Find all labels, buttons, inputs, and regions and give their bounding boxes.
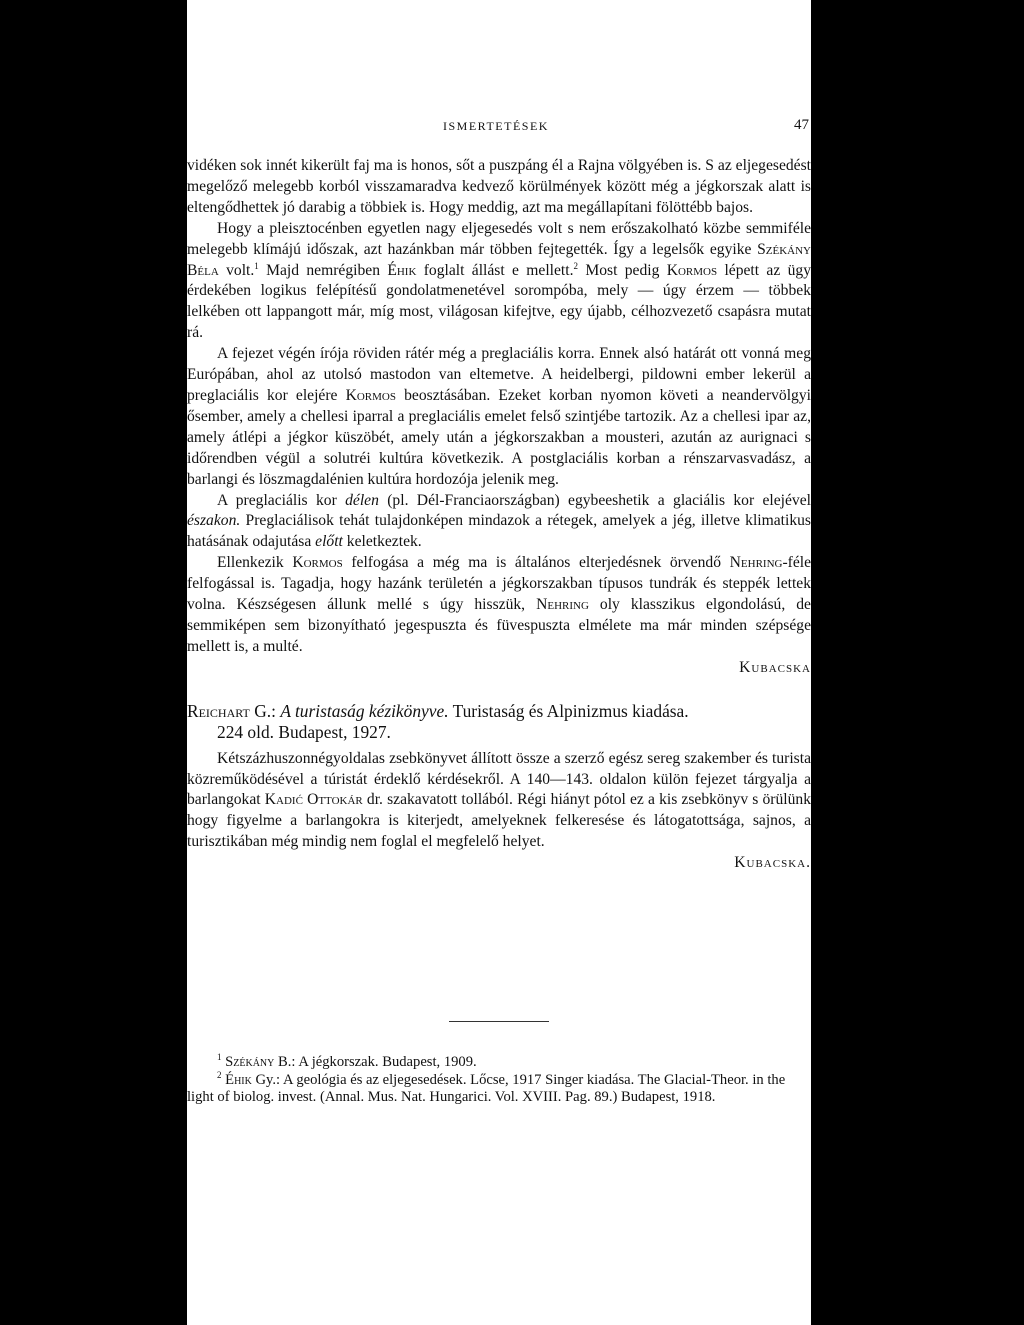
book-details: 224 old. Budapest, 1927. [217, 721, 391, 742]
body-text [187, 156, 811, 874]
emphasis: délen [345, 491, 379, 509]
author-name: Nehring [536, 596, 589, 614]
page-number: 47 [794, 117, 809, 133]
footnote-ref[interactable]: 2 [573, 260, 578, 271]
footnote: $^2$ Éhik Gy.: A geológia és az eljegesedések. Lőcse, 1917 Singer kiadása. The Glacial-Theor. in the light of biolog. invest. (Annal. Mus. Nat. Hungarici. Vol. XVIII. Pag. 89.) Budapest, 1918. [187, 1069, 786, 1105]
running-header [187, 119, 811, 135]
author-name: Éhik [225, 1071, 252, 1088]
author-name: Kormos [345, 386, 396, 404]
footnotes [187, 1054, 811, 1107]
paragraph: A preglaciális kor délen (pl. Dél-Franciaországban) egybeeshetik a glaciális kor elejével északon. Preglaciálisok tehát tulajdonképen mindazok a rétegek, amelyek a jég, illetve klimatikus hatásának odajutása előtt keletkeztek. [187, 491, 811, 551]
author-name: Nehring [729, 554, 783, 572]
author-name: Székány [225, 1054, 275, 1070]
author-name: Székány Béla [187, 240, 811, 279]
paragraph: A fejezet végén írója röviden rátér még a preglaciális korra. Ennek alsó határát ott vonná meg Európában, ahol az utolsó mastodon van eltemetve. A heidelbergi, pildowni ember lekerül a preglaciális kor elejére Kormos beosztásában. Ezeket korban nyomon követi a neandervölgyi ősember, amely a chellesi iparral a preglaciális emelet felső szintjébe tartozik. Az a chellesi ipar az, amely átlépi a jégkor küszöbét, amely után a jégkorszakban a mousteri, azután az aurignaci s időrendben végül a solutréi kultúra következik. A postglaciális korban a rénszarvasvadász, a barlangi és löszmagdalénien kultúra hordozója jelenik meg. [187, 345, 811, 488]
author-name: Kormos [292, 554, 343, 572]
footnote-ref[interactable]: 1 [254, 260, 259, 271]
publisher: Turistaság és Alpinizmus kiadása. [448, 700, 689, 721]
footnote-mark: 1 [217, 1052, 222, 1062]
page [187, 0, 811, 1325]
footnote: $^1$ Székány B.: A jégkorszak. Budapest, 1909. [217, 1052, 477, 1070]
reviewer-signature: Kubacska. [734, 854, 811, 872]
author-name: Éhik [387, 261, 417, 279]
paragraph: Ellenkezik Kormos felfogása a még ma is általános elterjedésnek örvendő Nehring-féle felfogással is. Tagadja, hogy hazánk területén a jégkorszakban típusos tundrák és steppék lettek volna. Készségesen állunk mellé s úgy hisszük, Nehring oly klasszikus elgondolású, de semmiképen sem bizonyítható jegespuszta és füvespuszta elmélete ma már minden szépsége mellett is, a multé. [187, 554, 812, 655]
review-heading: Reichart G.: A turistaság kézikönyve. Turistaság és Alpinizmus kiadása. 224 old. Budapest, 1927. [187, 701, 811, 743]
header-title: ISMERTETÉSEK [443, 119, 549, 133]
author-name: Kadić Ottokár [264, 791, 363, 809]
book-title: A turistaság kézikönyve. [280, 700, 449, 721]
emphasis: előtt [315, 533, 343, 551]
paragraph: Hogy a pleisztocénben egyetlen nagy eljegesedés volt s nem erőszakolható közbe semmiféle melegebb klímájú időszak, azt hazánkban már többen fejtegették. Így a legelsők egyike Székány Béla volt.$^1$ Majd nemrégiben Éhik foglalt állást e mellett.$^2$ Most pedig Kormos lépett az ügy érdekében logikus felépítésű gondolatmenetével sorompóba, mely — úgy érzem — többek lelkében ott lappangott már, míg most, világosan kifejtve, egy újabb, célhozvezető csapásra mutat rá. [187, 219, 811, 342]
footnote-separator [449, 1021, 549, 1022]
paragraph: Kétszázhuszonnégyoldalas zsebkönyvet állított össze a szerző egész sereg szakember és turista közreműködésével a túristát érdeklő kérdésekről. A 140—143. oldalon külön fejezet tárgyalja a barlangokat Kadić Ottokár dr. szakavatott tollából. Régi hiányt pótol ez a kis zsebkönyv s örülünk hogy figyelme a barlangokra is kiterjedt, amelyeknek felkeresése és látogatottsága, sajnos, a turisztikában még mindig nem foglal el megfelelő helyet. [187, 749, 811, 851]
paragraph: vidéken sok innét kikerült faj ma is honos, sőt a puszpáng él a Rajna völgyében is. S az eljegesedést megelőző melegebb korból visszamaradva kedvező körülmények között még a jégkorszak alatt is eltengődhettek jó darabig a többiek is. Hogy meddig, azt ma megállapítani fölöttébb bajos. [187, 157, 811, 216]
book-author: Reichart [187, 700, 250, 721]
emphasis: északon. [187, 512, 241, 530]
footnote-mark: 2 [217, 1069, 222, 1080]
author-name: Kormos [666, 261, 718, 279]
reviewer-signature: Kubacska [739, 658, 811, 676]
